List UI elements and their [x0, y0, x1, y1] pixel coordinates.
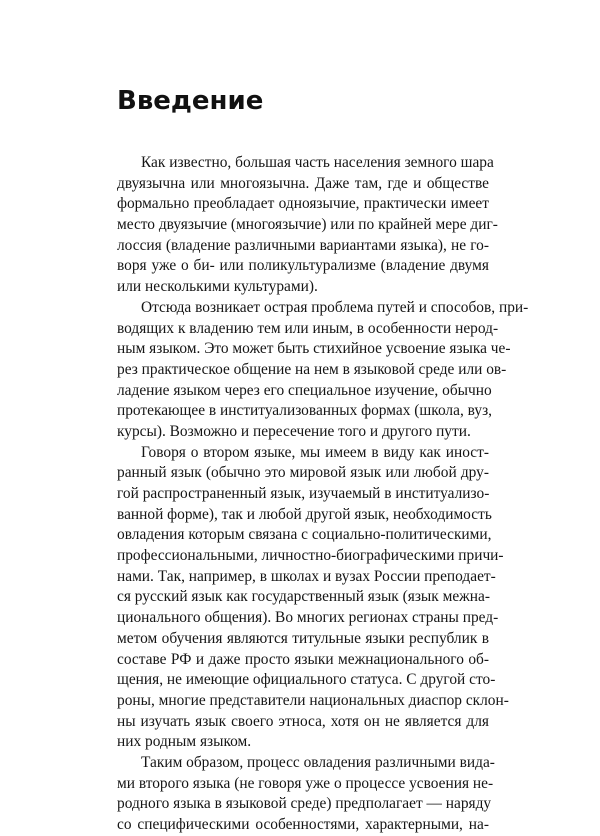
- text-line: Таким образом, процесс овладения различными вида-: [141, 753, 495, 771]
- text-line: роны, многие представители национальных диаспор склон-: [117, 691, 509, 709]
- text-line: формально преобладает одноязычие, практически имеет: [117, 195, 489, 213]
- body-text: [117, 153, 529, 836]
- text-line: ным языком. Это может быть стихийное усвоение языка че-: [117, 340, 511, 358]
- paragraph: [117, 443, 509, 753]
- text-line: овладения которым связана с социально-политическими,: [117, 526, 492, 544]
- text-line: Говоря о втором языке, мы имеем в виду как иност-: [141, 443, 489, 461]
- text-line: Как известно, большая часть населения земного шара: [141, 154, 494, 171]
- text-line: место двуязычие (многоязычие) или по крайней мере диг-: [117, 216, 498, 234]
- text-line: гой распространенный язык, изучаемый в институализо-: [117, 485, 490, 502]
- text-line: профессиональными, личностно-биографическими причи-: [117, 547, 504, 565]
- chapter-heading: Введение: [117, 86, 264, 116]
- paragraph: [117, 753, 495, 836]
- text-line: ционального общения). Во многих регионах страны пред-: [117, 609, 499, 627]
- text-line: или несколькими культурами).: [117, 278, 318, 296]
- text-line: водящих к владению тем или иным, в особенности нерод-: [117, 319, 499, 337]
- paragraph: [117, 298, 529, 443]
- paragraph: [117, 153, 498, 298]
- text-line: ладение языком через его специальное изучение, обычно: [117, 381, 492, 399]
- text-line: ранный язык (обычно это мировой язык или любой дру-: [117, 464, 489, 482]
- text-line: двуязычна или многоязычна. Даже там, где и обществе: [117, 174, 489, 192]
- text-line: метом обучения являются титульные языки республик в: [117, 629, 489, 647]
- text-line: составе РФ и даже просто языки межнационального об-: [117, 650, 489, 668]
- text-line: ны изучать язык своего этноса, хотя он не является для: [117, 712, 489, 730]
- text-line: курсы). Возможно и пересечение того и другого пути.: [117, 422, 471, 440]
- text-line: них родным языком.: [117, 733, 252, 751]
- text-line: воря уже о би- или поликультурализме (владение двумя: [117, 257, 489, 275]
- text-line: лоссия (владение различными вариантами языка), не го-: [117, 236, 489, 254]
- text-line: ся русский язык как государственный язык (язык межна-: [117, 588, 490, 606]
- text-line: протекающее в институализованных формах (школа, вуз,: [117, 402, 493, 420]
- text-line: нами. Так, например, в школах и вузах России преподает-: [117, 567, 496, 585]
- text-line: рез практическое общение на нем в языковой среде или ов-: [117, 360, 507, 378]
- text-line: Отсюда возникает острая проблема путей и способов, при-: [141, 298, 529, 316]
- text-line: ванной форме), так и любой другой язык, необходимость: [117, 505, 492, 523]
- text-line: ми второго языка (не говоря уже о процессе усвоения не-: [117, 774, 494, 792]
- text-line: со специфическими особенностями, характерными, на-: [117, 816, 489, 833]
- text-line: щения, не имеющие официального статуса. С другой сто-: [117, 671, 496, 689]
- text-line: родного языка в языковой среде) предполагает — наряду: [117, 795, 492, 813]
